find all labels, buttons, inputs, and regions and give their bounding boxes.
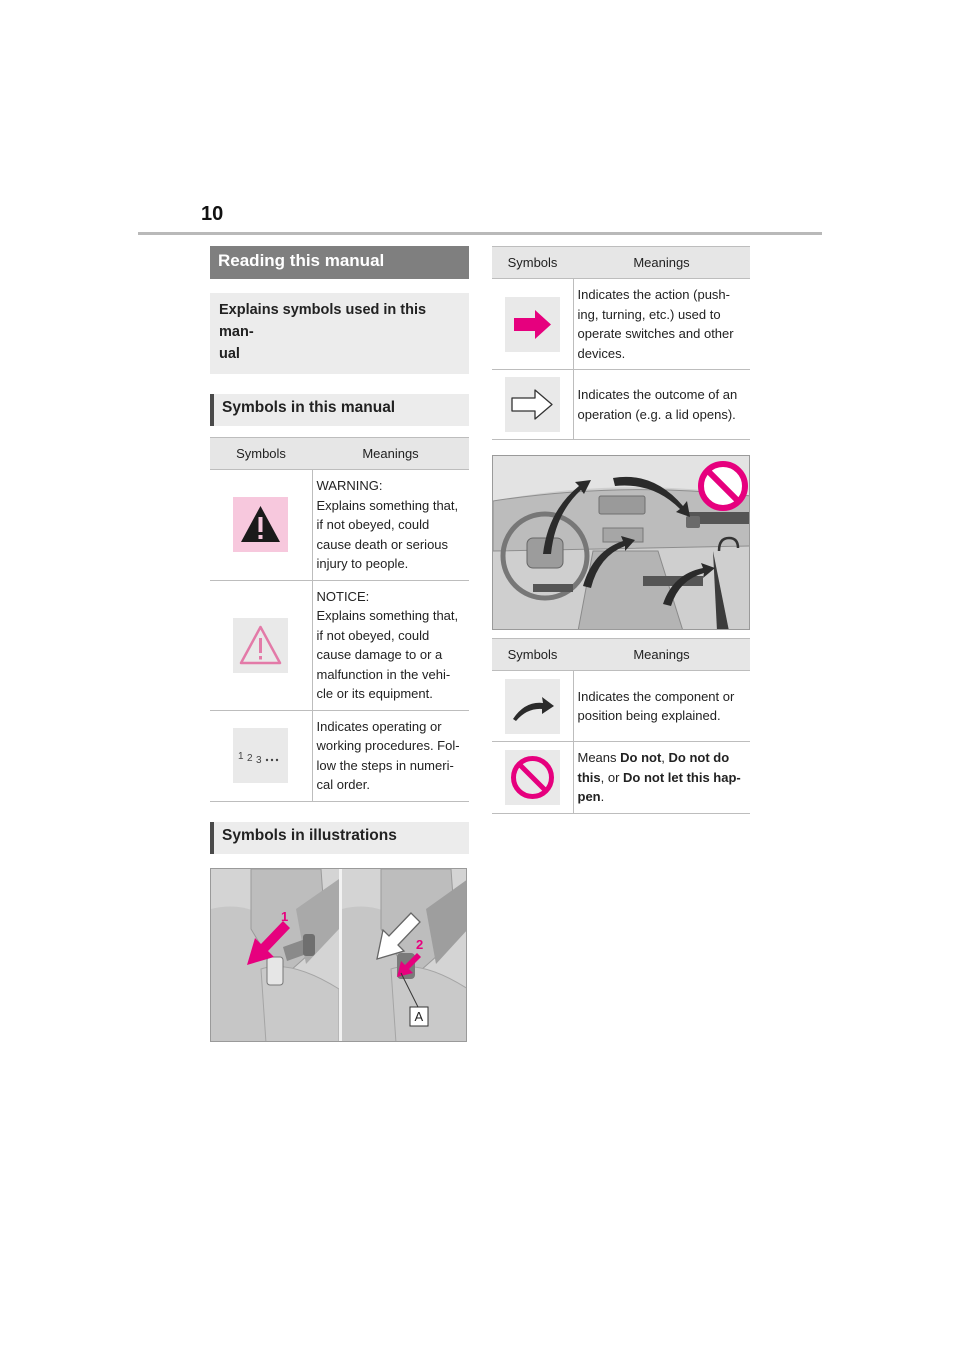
subheading-line-2: ual [219, 346, 240, 362]
callout-label: A [414, 1008, 424, 1024]
meaning-line: cle or its equipment. [316, 686, 433, 701]
step-2-label: 2 [416, 936, 424, 952]
header-symbols: Symbols [492, 639, 573, 671]
meaning-line: devices. [577, 345, 626, 361]
prohibition-icon [505, 750, 560, 805]
meaning-line: cause damage to or a [316, 647, 443, 662]
separator: , [661, 750, 669, 765]
do-not-meaning [573, 742, 750, 814]
arrow-symbols-table [492, 246, 750, 440]
header-meanings: Meanings [573, 247, 750, 279]
meaning-line: malfunction in the vehi- [316, 666, 451, 682]
do-not-let-term-cont: pen [577, 789, 601, 804]
subheading-line-1: Explains symbols used in this man- [219, 302, 427, 340]
meaning-line: Indicates operating or [316, 718, 442, 734]
header-meanings: Meanings [573, 639, 750, 671]
meaning-line: if not obeyed, could [316, 517, 430, 532]
svg-text:2: 2 [247, 753, 253, 764]
curved-arrow-icon [505, 679, 560, 734]
meaning-line: WARNING: [316, 478, 383, 493]
meaning-line: operation (e.g. a lid opens). [577, 406, 736, 422]
meaning-line: cal order. [316, 777, 370, 792]
meaning-line: NOTICE: [316, 588, 370, 604]
meaning-line: operate switches and other [577, 326, 734, 341]
meaning-line: Explains something that, [316, 497, 459, 513]
symbols-in-illustrations-heading: Symbols in illustrations [210, 822, 469, 854]
meaning-line: Indicates the action (push- [577, 287, 730, 302]
do-not-let-term: Do not let this hap- [623, 769, 741, 785]
header-rule [138, 232, 822, 235]
do-not-prefix: Means [577, 750, 621, 765]
symbols-in-manual-heading: Symbols in this manual [210, 394, 469, 426]
meaning-line: injury to people. [316, 556, 409, 571]
seatbelt-illustration [210, 868, 467, 1042]
meaning-line: low the steps in numeri- [316, 757, 454, 773]
page-number: 10 [201, 203, 224, 225]
do-not-do-this-term-cont: this [577, 769, 601, 785]
subheading [210, 293, 469, 374]
left-column [210, 246, 469, 1042]
solid-arrow-icon [505, 297, 560, 352]
meaning-line: Indicates the outcome of an [577, 387, 738, 402]
svg-text:3: 3 [256, 755, 262, 766]
dashboard-illustration [492, 455, 750, 630]
outline-arrow-icon [505, 377, 560, 432]
separator: , or [600, 769, 624, 785]
symbols-manual-table [210, 437, 469, 802]
notice-triangle-icon [233, 618, 288, 673]
component-symbols-table [492, 638, 750, 814]
period: . [600, 789, 605, 804]
meaning-line: ing, turning, etc.) used to [577, 306, 721, 322]
svg-text:1: 1 [238, 751, 244, 762]
table-row [492, 279, 750, 370]
table-row [210, 470, 469, 581]
do-not-do-this-term: Do not do [668, 750, 730, 765]
meaning-line: Indicates the component or [577, 688, 735, 704]
steps-123-icon [233, 728, 288, 783]
section-title: Reading this manual [210, 246, 469, 279]
table-row [210, 580, 469, 710]
table-row [492, 370, 750, 440]
meaning-line: if not obeyed, could [316, 627, 430, 643]
do-not-term: Do not [620, 750, 662, 765]
meaning-line: Explains something that, [316, 608, 459, 623]
header-meanings: Meanings [312, 438, 469, 470]
table-row [210, 710, 469, 801]
meaning-line: working procedures. Fol- [316, 738, 460, 753]
meaning-line: position being explained. [577, 708, 721, 723]
step-1-label: 1 [281, 908, 289, 924]
table-row [492, 742, 750, 814]
header-symbols: Symbols [210, 438, 312, 470]
header-symbols: Symbols [492, 247, 573, 279]
right-column [492, 246, 750, 814]
table-row [492, 671, 750, 742]
warning-triangle-icon [233, 497, 288, 552]
meaning-line: cause death or serious [316, 536, 449, 552]
